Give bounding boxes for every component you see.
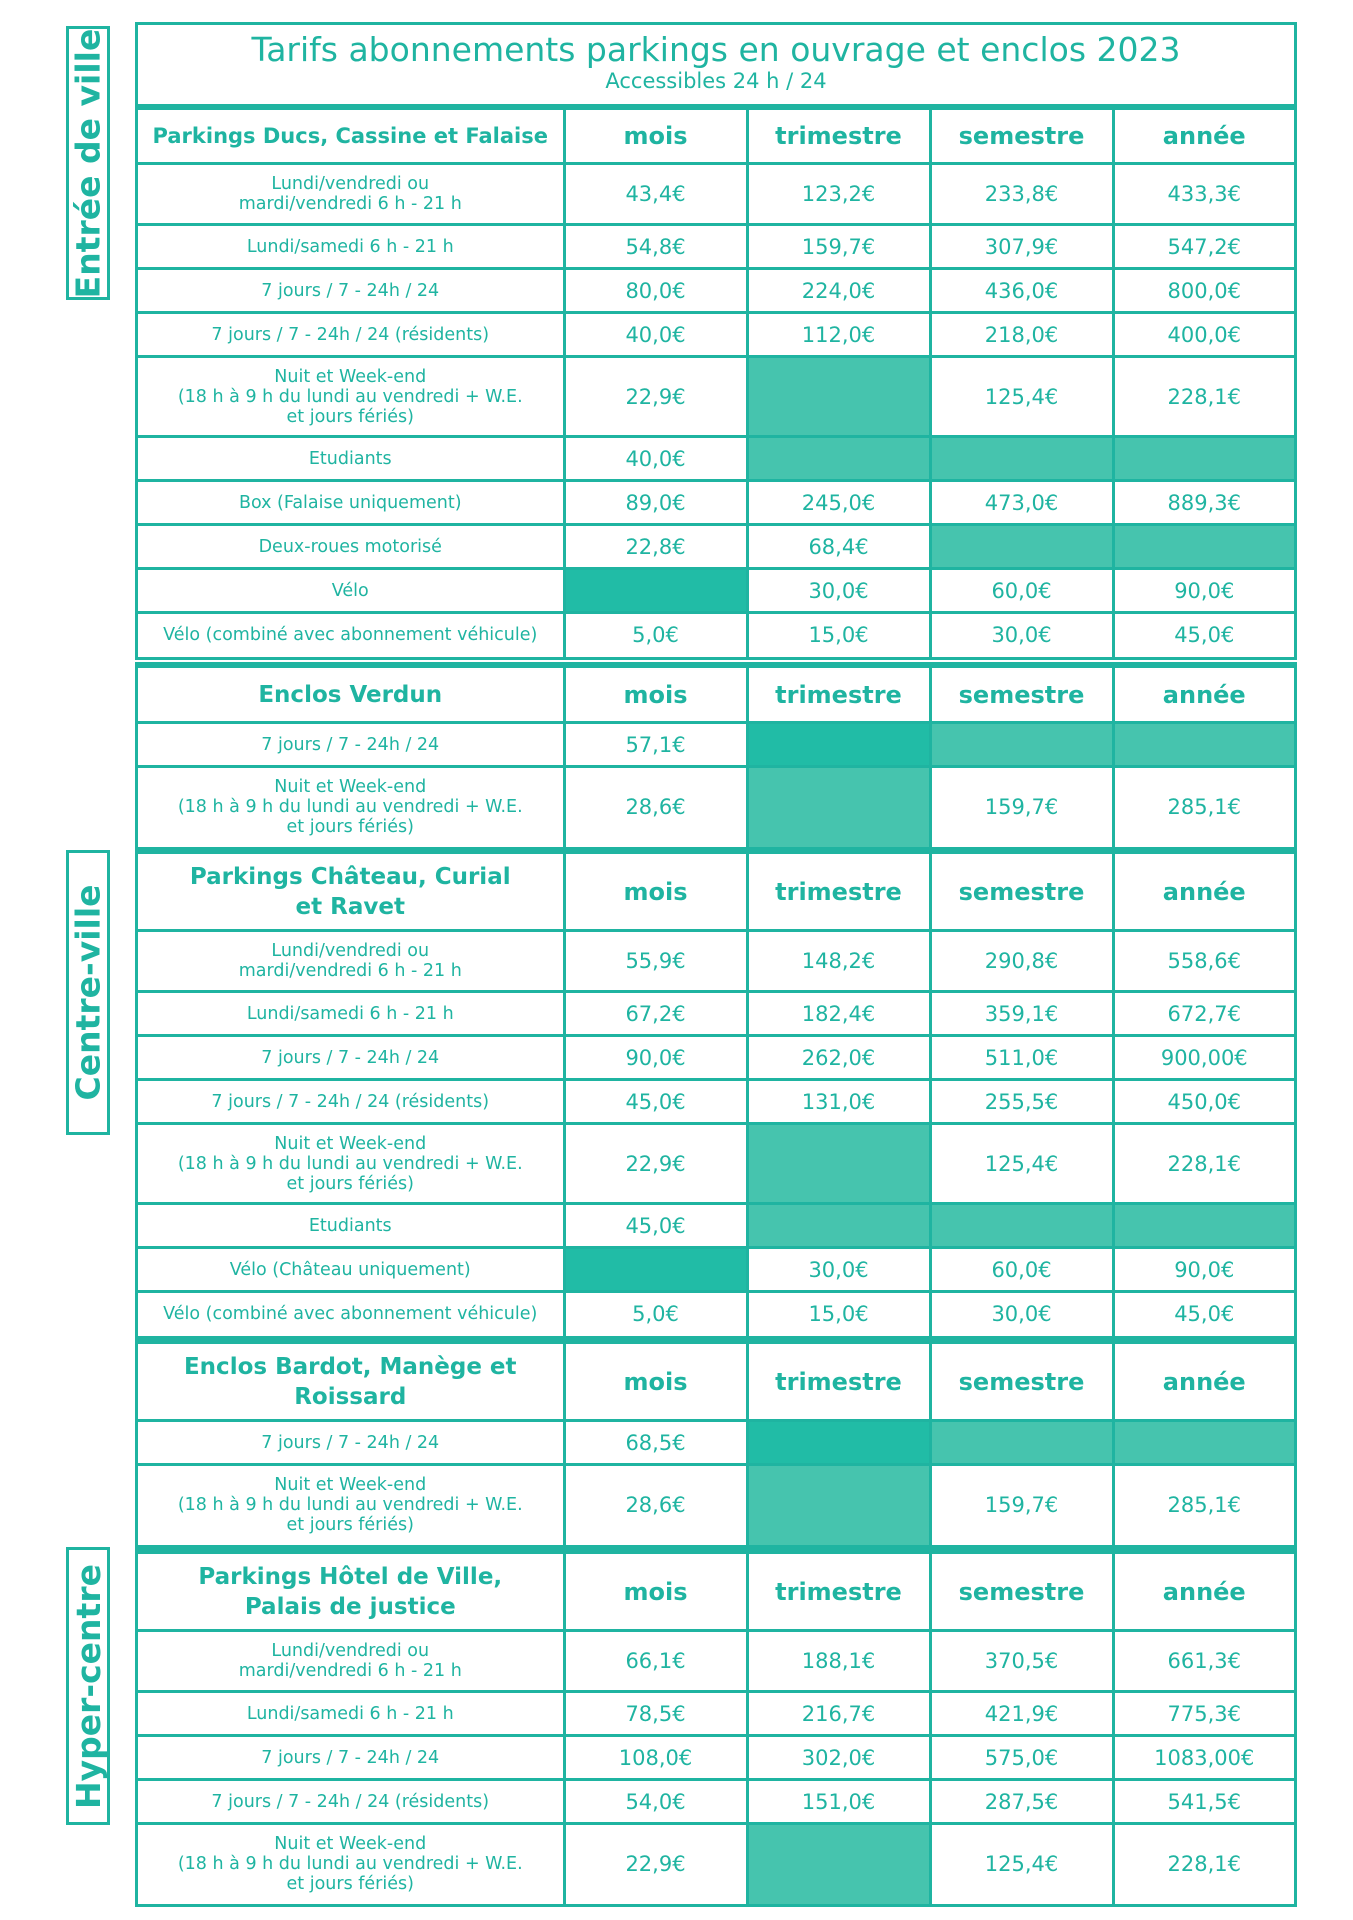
row-label-line: 7 jours / 7 - 24h / 24 (résidents) <box>211 1091 490 1112</box>
row-label <box>138 931 564 992</box>
unavailable-cell <box>747 723 930 767</box>
unavailable-cell <box>930 525 1113 569</box>
column-header-mois: mois <box>564 667 747 723</box>
price-semestre: 436,0€ <box>930 269 1113 313</box>
price-mois: 80,0€ <box>564 269 747 313</box>
unavailable-cell <box>747 357 930 437</box>
unavailable-cell <box>747 1124 930 1204</box>
row-label-line: Box (Falaise uniquement) <box>238 492 462 513</box>
price-semestre: 421,9€ <box>930 1692 1113 1736</box>
price-semestre: 159,7€ <box>930 767 1113 847</box>
row-label <box>138 357 564 437</box>
tariff-table-enclos-bardot-manege-roissard <box>138 1341 1294 1545</box>
price-semestre: 30,0€ <box>930 613 1113 657</box>
table-row <box>138 164 1294 225</box>
row-label-line: Nuit et Week-end <box>274 1834 427 1855</box>
price-trimestre: 262,0€ <box>747 1036 930 1080</box>
section-name: Enclos Bardot, Manège et Roissard <box>138 1343 564 1421</box>
price-trimestre: 30,0€ <box>747 569 930 613</box>
price-mois: 67,2€ <box>564 992 747 1036</box>
table-row <box>138 992 1294 1036</box>
unavailable-cell <box>1113 525 1294 569</box>
price-annee: 558,6€ <box>1113 931 1294 992</box>
row-label-line: Vélo <box>331 580 369 601</box>
row-label <box>138 1292 564 1336</box>
row-label <box>138 1204 564 1248</box>
table-row <box>138 569 1294 613</box>
row-label-line: et jours fériés) <box>286 406 414 427</box>
tariff-table-ducs-cassine-falaise <box>138 107 1294 657</box>
header-row <box>138 109 1294 164</box>
table-row <box>138 1736 1294 1780</box>
row-label <box>138 767 564 847</box>
price-annee: 285,1€ <box>1113 1465 1294 1545</box>
row-label-line: Vélo (combiné avec abonnement véhicule) <box>163 1304 538 1325</box>
section-name: Enclos Verdun <box>138 667 564 723</box>
tariff-table-hotel-de-ville-palais-de-justice <box>138 1551 1294 1904</box>
table-row <box>138 1692 1294 1736</box>
price-annee: 228,1€ <box>1113 1824 1294 1904</box>
row-label <box>138 1036 564 1080</box>
price-mois: 108,0€ <box>564 1736 747 1780</box>
row-label <box>138 1692 564 1736</box>
table-row <box>138 1824 1294 1904</box>
row-label-line: Lundi/vendredi ou <box>271 941 430 961</box>
column-header-trimestre: trimestre <box>747 109 930 164</box>
price-trimestre: 245,0€ <box>747 481 930 525</box>
price-mois: 66,1€ <box>564 1631 747 1692</box>
row-label-line: Nuit et Week-end <box>274 1475 427 1496</box>
price-mois: 45,0€ <box>564 1204 747 1248</box>
row-label-line: (18 h à 9 h du lundi au vendredi + W.E. <box>177 1495 523 1516</box>
unavailable-cell <box>1113 437 1294 481</box>
column-header-semestre: semestre <box>930 1343 1113 1421</box>
row-label-line: et jours fériés) <box>286 1874 414 1895</box>
unavailable-cell <box>930 1421 1113 1465</box>
price-mois: 5,0€ <box>564 613 747 657</box>
price-trimestre: 302,0€ <box>747 1736 930 1780</box>
table-row <box>138 613 1294 657</box>
unavailable-cell <box>1113 723 1294 767</box>
row-label <box>138 1824 564 1904</box>
column-header-annee: année <box>1113 109 1294 164</box>
unavailable-cell <box>747 1421 930 1465</box>
price-trimestre: 15,0€ <box>747 1292 930 1336</box>
table-row <box>138 313 1294 357</box>
zone-label-centre-ville: Centre-ville <box>66 850 110 1135</box>
row-label <box>138 1465 564 1545</box>
table-row <box>138 1080 1294 1124</box>
column-header-annee: année <box>1113 667 1294 723</box>
unavailable-cell <box>747 1204 930 1248</box>
price-mois: 45,0€ <box>564 1080 747 1124</box>
header-row <box>138 853 1294 931</box>
price-trimestre: 216,7€ <box>747 1692 930 1736</box>
price-mois: 55,9€ <box>564 931 747 992</box>
row-label-line: Nuit et Week-end <box>274 1133 427 1154</box>
row-label-line: 7 jours / 7 - 24h / 24 <box>261 1747 440 1768</box>
tariff-table-chateau-curial-ravet <box>138 851 1294 1336</box>
row-label-line: mardi/vendredi 6 h - 21 h <box>238 1661 462 1681</box>
row-label-line: 7 jours / 7 - 24h / 24 <box>261 280 440 301</box>
table-row <box>138 767 1294 847</box>
row-label-line: Deux-roues motorisé <box>258 536 442 557</box>
price-annee: 800,0€ <box>1113 269 1294 313</box>
header-row <box>138 667 1294 723</box>
price-mois: 78,5€ <box>564 1692 747 1736</box>
price-annee: 900,00€ <box>1113 1036 1294 1080</box>
price-annee: 45,0€ <box>1113 613 1294 657</box>
price-semestre: 159,7€ <box>930 1465 1113 1545</box>
row-label-line: (18 h à 9 h du lundi au vendredi + W.E. <box>177 1153 523 1174</box>
price-trimestre: 148,2€ <box>747 931 930 992</box>
column-header-semestre: semestre <box>930 853 1113 931</box>
column-header-mois: mois <box>564 109 747 164</box>
unavailable-cell <box>930 1204 1113 1248</box>
row-label-line: Nuit et Week-end <box>274 777 427 798</box>
price-mois: 22,9€ <box>564 1824 747 1904</box>
row-label <box>138 1248 564 1292</box>
table-row <box>138 1248 1294 1292</box>
price-semestre: 218,0€ <box>930 313 1113 357</box>
row-label-line: et jours fériés) <box>286 1173 414 1194</box>
column-header-trimestre: trimestre <box>747 1553 930 1631</box>
price-annee: 90,0€ <box>1113 569 1294 613</box>
table-row <box>138 1465 1294 1545</box>
row-label-line: 7 jours / 7 - 24h / 24 (résidents) <box>211 1791 490 1812</box>
price-annee: 889,3€ <box>1113 481 1294 525</box>
price-mois: 43,4€ <box>564 164 747 225</box>
row-label <box>138 1780 564 1824</box>
price-semestre: 125,4€ <box>930 1124 1113 1204</box>
price-annee: 45,0€ <box>1113 1292 1294 1336</box>
table-row <box>138 357 1294 437</box>
row-label-line: Lundi/vendredi ou <box>271 1641 430 1661</box>
price-semestre: 30,0€ <box>930 1292 1113 1336</box>
column-header-semestre: semestre <box>930 109 1113 164</box>
row-label-line: Etudiants <box>308 448 392 469</box>
header-row <box>138 1343 1294 1421</box>
price-mois: 5,0€ <box>564 1292 747 1336</box>
section-name: Parkings Hôtel de Ville, Palais de justice <box>138 1553 564 1631</box>
unavailable-cell <box>930 437 1113 481</box>
price-mois: 22,8€ <box>564 525 747 569</box>
row-label <box>138 1080 564 1124</box>
price-trimestre: 68,4€ <box>747 525 930 569</box>
row-label <box>138 723 564 767</box>
price-mois: 57,1€ <box>564 723 747 767</box>
row-label-line: Lundi/vendredi ou <box>271 174 430 194</box>
tariff-frame-2 <box>135 662 1297 850</box>
table-row <box>138 525 1294 569</box>
price-mois: 22,9€ <box>564 357 747 437</box>
column-header-mois: mois <box>564 853 747 931</box>
row-label-line: Etudiants <box>308 1215 392 1236</box>
unavailable-cell <box>564 569 747 613</box>
column-header-mois: mois <box>564 1343 747 1421</box>
price-mois: 28,6€ <box>564 1465 747 1545</box>
row-label-line: Nuit et Week-end <box>274 366 427 387</box>
row-label-line: 7 jours / 7 - 24h / 24 <box>261 734 440 755</box>
table-row <box>138 1631 1294 1692</box>
price-annee: 228,1€ <box>1113 357 1294 437</box>
price-trimestre: 30,0€ <box>747 1248 930 1292</box>
price-trimestre: 131,0€ <box>747 1080 930 1124</box>
price-mois: 68,5€ <box>564 1421 747 1465</box>
table-row <box>138 1292 1294 1336</box>
section-name: Parkings Ducs, Cassine et Falaise <box>138 109 564 164</box>
row-label-line: mardi/vendredi 6 h - 21 h <box>238 194 462 214</box>
price-annee: 433,3€ <box>1113 164 1294 225</box>
price-trimestre: 224,0€ <box>747 269 930 313</box>
column-header-mois: mois <box>564 1553 747 1631</box>
price-trimestre: 123,2€ <box>747 164 930 225</box>
column-header-annee: année <box>1113 853 1294 931</box>
price-trimestre: 112,0€ <box>747 313 930 357</box>
unavailable-cell <box>747 1465 930 1545</box>
unavailable-cell <box>747 437 930 481</box>
table-row <box>138 269 1294 313</box>
unavailable-cell <box>747 1824 930 1904</box>
row-label-line: et jours fériés) <box>286 1515 414 1536</box>
price-semestre: 287,5€ <box>930 1780 1113 1824</box>
zone-label-hyper-centre: Hyper-centre <box>66 1547 110 1825</box>
header-row <box>138 1553 1294 1631</box>
row-label-line: et jours fériés) <box>286 817 414 838</box>
price-semestre: 290,8€ <box>930 931 1113 992</box>
table-row <box>138 1124 1294 1204</box>
price-annee: 1083,00€ <box>1113 1736 1294 1780</box>
column-header-trimestre: trimestre <box>747 1343 930 1421</box>
price-semestre: 473,0€ <box>930 481 1113 525</box>
row-label <box>138 437 564 481</box>
column-header-semestre: semestre <box>930 1553 1113 1631</box>
price-semestre: 511,0€ <box>930 1036 1113 1080</box>
price-semestre: 60,0€ <box>930 569 1113 613</box>
price-trimestre: 182,4€ <box>747 992 930 1036</box>
row-label-line: Lundi/samedi 6 h - 21 h <box>246 236 454 257</box>
price-mois: 90,0€ <box>564 1036 747 1080</box>
column-header-annee: année <box>1113 1343 1294 1421</box>
row-label-line: Lundi/samedi 6 h - 21 h <box>246 1003 454 1024</box>
row-label-line: Vélo (combiné avec abonnement véhicule) <box>163 625 538 646</box>
price-mois: 40,0€ <box>564 313 747 357</box>
row-label-line: 7 jours / 7 - 24h / 24 <box>261 1047 440 1068</box>
column-header-trimestre: trimestre <box>747 667 930 723</box>
price-semestre: 125,4€ <box>930 1824 1113 1904</box>
row-label-line: 7 jours / 7 - 24h / 24 (résidents) <box>211 324 490 345</box>
column-header-trimestre: trimestre <box>747 853 930 931</box>
table-row <box>138 1780 1294 1824</box>
price-semestre: 255,5€ <box>930 1080 1113 1124</box>
unavailable-cell <box>1113 1421 1294 1465</box>
price-semestre: 370,5€ <box>930 1631 1113 1692</box>
row-label <box>138 164 564 225</box>
row-label <box>138 613 564 657</box>
row-label <box>138 992 564 1036</box>
row-label-line: Vélo (Château uniquement) <box>229 1259 471 1280</box>
table-row <box>138 437 1294 481</box>
price-mois: 40,0€ <box>564 437 747 481</box>
price-trimestre: 159,7€ <box>747 225 930 269</box>
table-row <box>138 481 1294 525</box>
row-label <box>138 313 564 357</box>
tariff-frame-4 <box>135 1338 1297 1548</box>
row-label-line: mardi/vendredi 6 h - 21 h <box>238 961 462 981</box>
price-annee: 400,0€ <box>1113 313 1294 357</box>
row-label <box>138 269 564 313</box>
price-annee: 285,1€ <box>1113 767 1294 847</box>
row-label <box>138 1421 564 1465</box>
row-label-line: Lundi/samedi 6 h - 21 h <box>246 1703 454 1724</box>
page-title: Tarifs abonnements parkings en ouvrage et enclos 2023 <box>251 30 1181 69</box>
unavailable-cell <box>564 1248 747 1292</box>
title-box <box>138 25 1294 107</box>
section-name: Parkings Château, Curial et Ravet <box>138 853 564 931</box>
row-label <box>138 1124 564 1204</box>
price-semestre: 359,1€ <box>930 992 1113 1036</box>
price-annee: 450,0€ <box>1113 1080 1294 1124</box>
row-label <box>138 569 564 613</box>
column-header-semestre: semestre <box>930 667 1113 723</box>
row-label-line: (18 h à 9 h du lundi au vendredi + W.E. <box>177 386 523 407</box>
row-label-line: 7 jours / 7 - 24h / 24 <box>261 1432 440 1453</box>
price-mois: 22,9€ <box>564 1124 747 1204</box>
table-row <box>138 225 1294 269</box>
price-semestre: 575,0€ <box>930 1736 1113 1780</box>
price-annee: 672,7€ <box>1113 992 1294 1036</box>
zone-label-entree-de-ville: Entrée de ville <box>66 26 110 300</box>
price-semestre: 307,9€ <box>930 225 1113 269</box>
row-label <box>138 525 564 569</box>
price-mois: 54,8€ <box>564 225 747 269</box>
price-mois: 54,0€ <box>564 1780 747 1824</box>
price-trimestre: 188,1€ <box>747 1631 930 1692</box>
row-label-line: (18 h à 9 h du lundi au vendredi + W.E. <box>177 1854 523 1875</box>
table-row <box>138 931 1294 992</box>
row-label <box>138 481 564 525</box>
table-row <box>138 1204 1294 1248</box>
price-annee: 228,1€ <box>1113 1124 1294 1204</box>
price-trimestre: 15,0€ <box>747 613 930 657</box>
page-subtitle: Accessibles 24 h / 24 <box>605 69 827 93</box>
row-label <box>138 1736 564 1780</box>
row-label <box>138 1631 564 1692</box>
row-label <box>138 225 564 269</box>
tariff-frame-5 <box>135 1548 1297 1907</box>
column-header-annee: année <box>1113 1553 1294 1631</box>
unavailable-cell <box>1113 1204 1294 1248</box>
tariff-frame-1 <box>135 22 1297 660</box>
price-mois: 28,6€ <box>564 767 747 847</box>
price-mois: 89,0€ <box>564 481 747 525</box>
price-semestre: 60,0€ <box>930 1248 1113 1292</box>
tariff-table-enclos-verdun <box>138 665 1294 847</box>
unavailable-cell <box>930 723 1113 767</box>
price-annee: 547,2€ <box>1113 225 1294 269</box>
price-annee: 775,3€ <box>1113 1692 1294 1736</box>
price-annee: 541,5€ <box>1113 1780 1294 1824</box>
row-label-line: (18 h à 9 h du lundi au vendredi + W.E. <box>177 797 523 818</box>
unavailable-cell <box>747 767 930 847</box>
price-semestre: 233,8€ <box>930 164 1113 225</box>
price-annee: 90,0€ <box>1113 1248 1294 1292</box>
tariff-frame-3 <box>135 848 1297 1339</box>
table-row <box>138 1421 1294 1465</box>
price-semestre: 125,4€ <box>930 357 1113 437</box>
price-trimestre: 151,0€ <box>747 1780 930 1824</box>
table-row <box>138 1036 1294 1080</box>
table-row <box>138 723 1294 767</box>
price-annee: 661,3€ <box>1113 1631 1294 1692</box>
